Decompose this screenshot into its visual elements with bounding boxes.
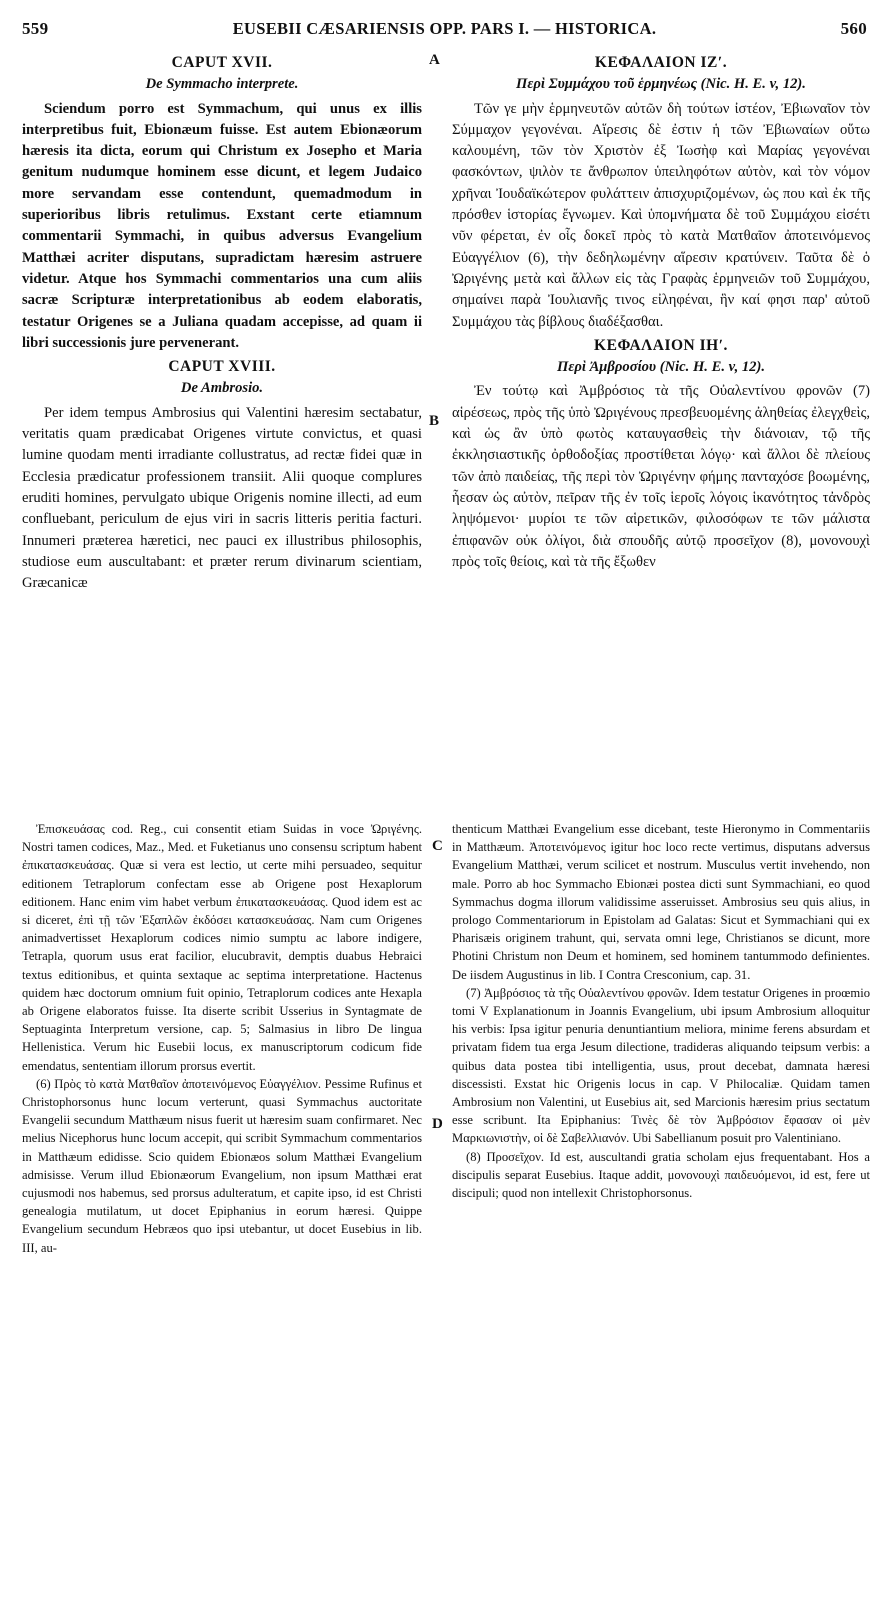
chapter-heading: ΚΕΦΑΛΑΙΟΝ ΙΗʹ. bbox=[594, 336, 728, 354]
footnote: (6) Πρὸς τὸ κατὰ Ματθαῖον ἀποτεινόμενος Εὐαγγέλιον. Pessime Rufinus et Christophorsonus hunc locum verterunt, quasi Symmachus auctoritate Evangelii secundum Matthæum nisus fuerit ut hæresim suam confirmaret. Nec melius Nicephorus hunc locum accepit, qui scribit Symmachum commentarios in Matthæum edidisse. Scio quidem Ebionæos solum Matthæi Evangelium admisisse. Verum illud Ebionæorum Evangelium, non ipsum Matthæi erat cujusmodi nos habemus, sed prorsus adulteratum, et capite ipso, id est Christi genealogia mutilatum, ut docet Epiphanius in eorum hæresi. Quippe Evangelium secundum Hebræos quo ipsi utebantur, ut docet Eusebius in lib. III, au- bbox=[22, 1076, 422, 1255]
footnote: thenticum Matthæi Evangelium esse dicebant, teste Hieronymo in Commentariis in Matthæum. Ἀποτεινόμενος igitur hoc loco recte vertimus, disputans adversus Evangelium Matthæi, verum scilicet et nostrum. Musculus vertit invehendo, non male. Porro ab hoc Symmacho Ebionæi postea dicti sunt Symmachiani, eo quod Symmachus dogma illorum validissime asseruisset. Ambrosius seu quis alius, in prologo Commentariorum in Epistolam ad Galatas: Sicut et Symmachiani qui ex Pharisæis originem trahunt, qui, servata omni lege, Christianos se dicunt, more Photini Christum non Deum et hominem, sed hominem tantummodo definientes. De iisdem Augustinus in lib. I Contra Cresconium, cap. 31. bbox=[452, 822, 870, 982]
chapter-heading: ΚΕΦΑΛΑΙΟΝ ΙΖʹ. bbox=[594, 54, 728, 71]
chapter-paragraph: Τῶν γε μὴν ἑρμηνευτῶν αὐτῶν δὴ τούτων ἰστέον, Ἐβιωναῖον τὸν Σύμμαχον γεγονέναι. Αἵρεσις δὲ ἐστιν ἡ τῶν Ἐβιωναίων οὕτω καλουμένη, τῶν τὸν Χριστὸν ἐξ Ἰωσὴφ καὶ Μαρίας γεγονέναι φασκόντων, ψιλὸν τε ἄνθρωπον ὑπειληφότων αὐτὸν, καὶ τὸν νόμον χρῆναι Ἰουδαϊκώτερον φυλάττειν ἀπισχυριζομένων, ὡς που καὶ ἐκ τῆς πρόσθεν ἱστορίας ἔγνωμεν. Καὶ ὑπομνήματα δὲ τοῦ Συμμάχου εἰσέτι νῦν φέρεται, ἐν οἷς δοκεῖ πρὸς τὸ κατὰ Ματθαῖον ἀποτεινόμενος Εὐαγγέλιον (6), τὴν δεδηλωμένην αἵρεσιν κρατύνειν. Ταῦτα δὲ ὁ Ὠριγένης μετὰ καὶ ἄλλων εἰς τὰς Γραφὰς ἑρμηνειῶν τοῦ Συμμάχου, σημαίνει παρὰ Ἰουλιανῆς τινος εἰληφέναι, ἣν καί φησι παρ' αὐτοῦ Συμμάχου τὰς βίβλους διαδέξασθαι. bbox=[452, 100, 870, 330]
running-header bbox=[22, 16, 867, 42]
footnote: Ἐπισκευάσας cod. Reg., cui consentit etiam Suidas in voce Ὠριγένης. Nostri tamen codices, Maz., Med. et Fuketianus uno consensu scriptum habent ἐπικατασκευάσας. Quæ si vera est lectio, ut certe mihi persuadeo, sequitur editionem Tetraplorum confectam esse ab Origene post Hexaplorum editionem. Hanc enim vim habet verbum ἐπικατασκευάσας. Quod idem est ac si diceret, ἐπὶ τῇ τῶν Ἑξαπλῶν ἐκδόσει κατασκευάσας. Nam cum Origenes animadvertisset Hexaplorum codices nimio sumptu ac labore indigere, Tetrapla, quorum usus erat facilior, elucubravit, demptis duabus Hebraici textus editionibus, et quinta sextaque ac septima interpretatione. Hactenus quidem hæc doctorum omnium fuit opinio, Tetraplorum codices ante Hexapla ab Origene elaboratos fuisse. Ita diserte scribit Usserius in Syntagmate de Septuaginta Interpretum versione, cap. 5; Salmasius in libro De lingua Hellenistica. Verum hic Eusebii locus, ex manuscriptorum codicum fide emendatus, sententiam illorum prorsus evertit. bbox=[22, 822, 422, 1073]
chapter-heading: CAPUT XVIII. bbox=[168, 358, 276, 376]
page-number-right: 560 bbox=[840, 19, 867, 38]
chapter-subtitle: De Ambrosio. bbox=[180, 380, 264, 397]
margin-letter-a: A bbox=[429, 52, 440, 68]
greek-text-column bbox=[452, 50, 870, 573]
page-number-left: 559 bbox=[22, 19, 49, 38]
chapter-subtitle: Περὶ Συμμάχου τοῦ ἑρμηνέως (Nic. H. E. v, 12). bbox=[516, 76, 806, 93]
chapter-subtitle: Περὶ Ἀμβροσίου (Nic. H. E. v, 12). bbox=[557, 359, 765, 376]
chapter-subtitle: De Symmacho interprete. bbox=[145, 76, 299, 93]
footnotes-right bbox=[452, 820, 870, 1202]
running-title: EUSEBII CÆSARIENSIS OPP. PARS I. — HISTORICA. bbox=[232, 19, 657, 38]
footnote: (7) Ἀμβρόσιος τὰ τῆς Οὐαλεντίνου φρονῶν. Idem testatur Origenes in proœmio tomi V Explanationum in Joannis Evangelium, ubi ipsum Ambrosium alloquitur his verbis: Ipsa igitur penuria denuntiantium meliora, minime ferens absurdam et privatam fidem tua erga Jesum dilectione, tradideras aliquando teipsum verbis: a quibus data postea tibi intelligentia, usus, prout decebat, damnata hæresi discessisti. Exstat hic Origenis locus in cap. V Philocaliæ. Quidam tamen Ambrosium non Valentini, ut Eusebius ait, sed Marcionis hæresim prius sectatum esse scribunt. Ita Epiphanius: Τινὲς δὲ τὸν Ἀμβρόσιον ἔφασαν οἱ μὲν Μαρκιωνιστὴν, οἱ δὲ Σαβελλιανόν. Ubi Sabellianum posuit pro Valentiniano. bbox=[452, 985, 870, 1146]
margin-letter-c: C bbox=[432, 838, 443, 854]
margin-letter-b: B bbox=[429, 413, 440, 429]
chapter-paragraph: Per idem tempus Ambrosius qui Valentini hæresim sectabatur, veritatis quam prædicabat Origenes virtute convictus, et quasi lumine quodam menti irradiante collustratus, ad rectæ fidei quæ in Ecclesia prædicatur professionem transiit. Alii quoque complures eruditi homines, pervulgato ubique Origenis nomine illecti, ad eum confluebant, periculum de ejus viri in sacris litteris peritia facturi. Innumeri præterea hæretici, nec pauci ex illustribus philosophis, studiose eum auscultabant: et præter rerum divinarum scientiam, Græcanicæ bbox=[22, 404, 422, 592]
margin-letter-d: D bbox=[432, 1116, 443, 1132]
chapter-paragraph: Ἐν τούτῳ καὶ Ἀμβρόσιος τὰ τῆς Οὐαλεντίνου φρονῶν (7) αἱρέσεως, πρὸς τῆς ὑπὸ Ὠριγένους πρεσβευομένης ἀληθείας ἐλεγχθεὶς, καὶ ὡς ἂν ὑπὸ φωτὸς καταυγασθεὶς τὴν διάνοιαν, τῷ τῆς ἐκκλησιαστικῆς ὀρθοδοξίας προστίθεται λόγῳ· καὶ ἄλλοι δὲ πλείους τῶν ἀπὸ παιδείας, τῆς περὶ τὸν Ὠριγένην φήμης πανταχόσε βοωμένης, ἧεσαν ὡς αὐτὸν, πεῖραν τῆς ἐν τοῖς ἱεροῖς λόγοις ἱκανότητος τἀνδρὸς ληψόμενοι· μυρίοι τε τῶν αἱρετικῶν, φιλοσόφων τε τῶν μάλιστα ἐπιφανῶν οὐκ ὀλίγοι, διὰ σπουδῆς αὐτῷ προσεῖχον (8), μονονουχὶ πρὸς τοῖς θείοις, καὶ τὰ τῆς ἔξωθεν bbox=[452, 383, 870, 570]
chapter-paragraph: Sciendum porro est Symmachum, qui unus ex illis interpretibus fuit, Ebionæum fuisse. Est autem Ebionæorum hæresis ita dicta, eorum qui Christum ex Josepho et Maria genitum nudumque hominem esse dicunt, et legem Judaico more servandam esse contendunt, quemadmodum in superioribus libris retulimus. Exstant certe etiamnum commentarii Symmachi, in quibus adversus Evangelium Matthæi acriter disputans, supradictam hæresim astruere videtur. Atque hos Symmachi commentarios una cum aliis sacræ Scripturæ interpretationibus ab eodem elaboratis, testatur Origenes se a Juliana quadam accepisse, ad quam ii libri successionis jure pervenerant. bbox=[22, 100, 422, 351]
footnote: (8) Προσεῖχον. Id est, auscultandi gratia scholam ejus frequentabant. Hos a discipulis separat Eusebius. Itaque addit, μονονουχὶ παιδευόμενοι, id est, fere ut discipuli; quod non intellexit Christophorsonus. bbox=[452, 1149, 870, 1201]
chapter-heading: CAPUT XVII. bbox=[171, 54, 273, 71]
latin-text-column bbox=[22, 50, 422, 594]
footnotes-left bbox=[22, 820, 422, 1257]
